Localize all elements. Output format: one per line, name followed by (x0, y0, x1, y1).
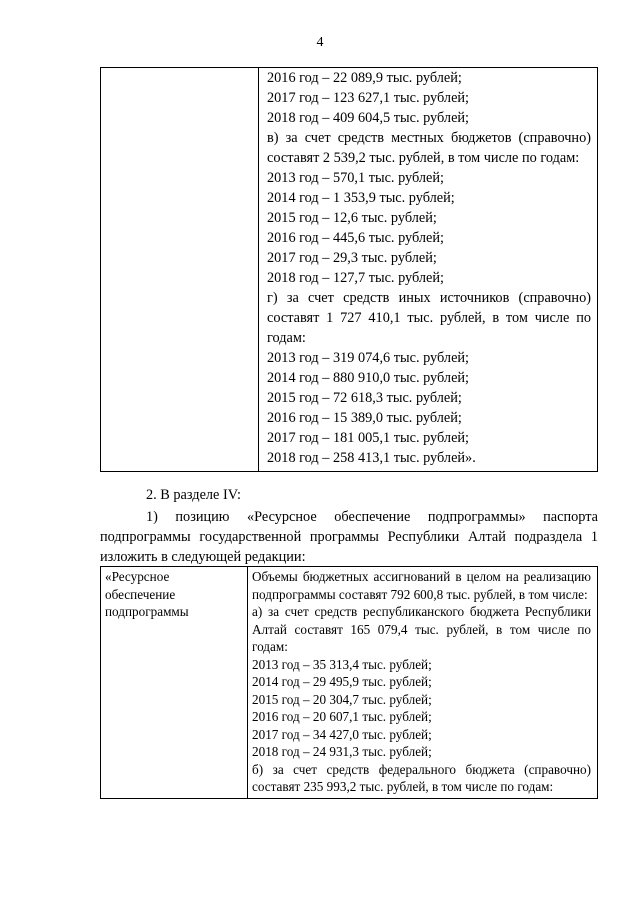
year-line: 2018 год – 24 931,3 тыс. рублей; (252, 744, 432, 759)
republic-budget-paragraph: а) за счет средств республиканского бюджета Республики Алтай составят 165 079,4 тыс. рублей, в том числе по годам: (252, 604, 591, 654)
table-right-cell (259, 68, 598, 472)
section-paragraph: 1) позицию «Ресурсное обеспечение подпрограммы» паспорта подпрограммы государственной программы Республики Алтай подраздела 1 изложить в следующей редакции: (100, 509, 598, 565)
page-number: 4 (316, 35, 324, 50)
label-line: подпрограммы (105, 604, 189, 619)
label-line: обеспечение (105, 586, 176, 602)
year-line: 2014 год – 880 910,0 тыс. рублей; (267, 370, 470, 386)
other-sources-paragraph: г) за счет средств иных источников (справочно) составят 1 727 410,1 тыс. рублей, в том числе по годам: (267, 290, 591, 346)
resource-label-cell (101, 567, 248, 799)
year-line: 2017 год – 29,3 тыс. рублей; (267, 250, 437, 266)
funding-table-continued (100, 67, 598, 472)
year-line: 2018 год – 409 604,5 тыс. рублей; (267, 110, 470, 126)
intro-paragraph: Объемы бюджетных ассигнований в целом на реализацию подпрограммы составят 792 600,8 тыс. рублей, в том числе: (252, 569, 591, 602)
year-line: 2018 год – 258 413,1 тыс. рублей». (267, 450, 476, 466)
federal-budget-paragraph: б) за счет средств федерального бюджета (справочно) составят 235 993,2 тыс. рублей, в том числе по годам: (252, 761, 591, 794)
year-line: 2018 год – 127,7 тыс. рублей; (267, 270, 445, 286)
year-line: 2015 год – 72 618,3 тыс. рублей; (267, 390, 462, 406)
year-line: 2015 год – 20 304,7 тыс. рублей; (252, 691, 432, 707)
year-line: 2016 год – 20 607,1 тыс. рублей; (252, 709, 432, 724)
year-line: 2016 год – 22 089,9 тыс. рублей; (267, 70, 462, 86)
year-line: 2016 год – 15 389,0 тыс. рублей; (267, 410, 462, 426)
year-line: 2017 год – 123 627,1 тыс. рублей; (267, 90, 470, 106)
local-budget-paragraph: в) за счет средств местных бюджетов (справочно) составят 2 539,2 тыс. рублей, в том числе по годам: (267, 130, 591, 166)
year-line: 2014 год – 29 495,9 тыс. рублей; (252, 674, 432, 689)
resource-provision-table (100, 566, 598, 799)
resource-content-cell (248, 567, 598, 799)
year-line: 2014 год – 1 353,9 тыс. рублей; (267, 190, 455, 206)
year-line: 2016 год – 445,6 тыс. рублей; (267, 230, 445, 246)
section-heading: 2. В разделе IV: (146, 487, 241, 503)
year-line: 2015 год – 12,6 тыс. рублей; (267, 210, 437, 226)
year-line: 2017 год – 34 427,0 тыс. рублей; (252, 726, 432, 742)
year-line: 2013 год – 35 313,4 тыс. рублей; (252, 656, 432, 672)
year-line: 2013 год – 319 074,6 тыс. рублей; (267, 350, 470, 366)
label-line: «Ресурсное (105, 569, 170, 584)
year-line: 2017 год – 181 005,1 тыс. рублей; (267, 430, 470, 446)
table-left-cell (101, 68, 259, 472)
year-line: 2013 год – 570,1 тыс. рублей; (267, 170, 445, 186)
